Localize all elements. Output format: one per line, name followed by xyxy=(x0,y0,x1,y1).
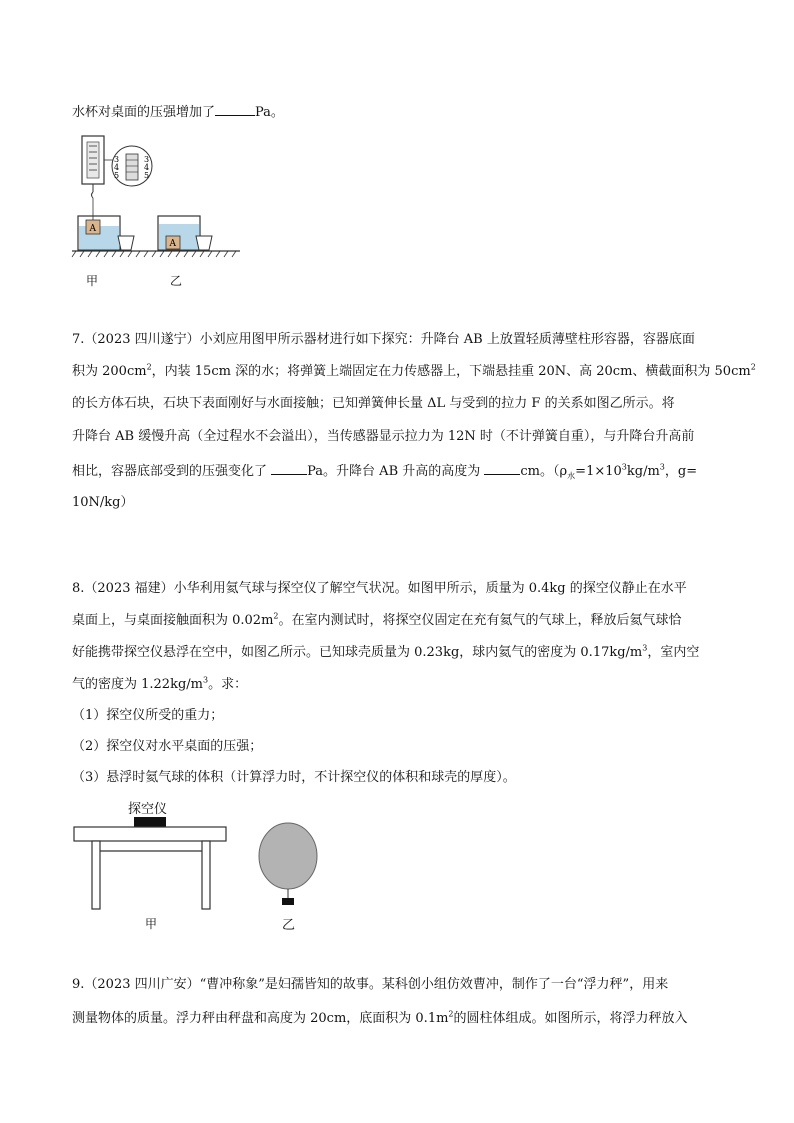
sounding-device xyxy=(282,898,294,905)
q6-figure xyxy=(70,132,250,262)
q8-balloon-figure xyxy=(255,820,325,910)
q6-unit: Pa。 xyxy=(255,105,284,120)
table-leg-left xyxy=(92,841,100,909)
block-a-label: A xyxy=(169,239,176,249)
q9-line-1: 9.（2023 四川广安）“曹冲称象”是妇孺皆知的故事。某科创小组仿效曹冲，制作了一台“浮力秤”，用来 xyxy=(72,977,669,992)
q6-text: 水杯对桌面的压强增加了 xyxy=(72,105,216,120)
helium-balloon xyxy=(259,823,317,889)
q8-subquestion-3: （3）悬浮时氦气球的体积（计算浮力时，不计探空仪的体积和球壳的厚度）。 xyxy=(72,770,516,785)
cup-jia xyxy=(118,236,134,250)
ground-hatching xyxy=(72,251,236,257)
q7-line-3: 的长方体石块，石块下表面刚好与水面接触；已知弹簧伸长量 ΔL 与受到的拉力 F 的关系如图乙所示。将 xyxy=(72,396,675,411)
figure-caption-jia: 甲 xyxy=(86,274,99,288)
block-a-label: A xyxy=(89,224,96,234)
q7-line-6: 10N/kg） xyxy=(72,495,134,510)
answer-blank[interactable] xyxy=(271,460,307,475)
table-top xyxy=(74,827,226,841)
tick-label: 5 xyxy=(114,171,120,180)
figure-caption-yi: 乙 xyxy=(282,918,296,933)
q7-line-5: 相比，容器底部受到的压强变化了 Pa。升降台 AB 升高的高度为 cm。（$\rho_水=1\times 10^3kg/m^3$，g= xyxy=(72,460,732,482)
q7-line-1: 7.（2023 四川遂宁）小刘应用图甲所示器材进行如下探究：升降台 AB 上放置轻质薄壁柱形容器，容器底面 xyxy=(72,332,695,347)
q8-subquestion-1: （1）探空仪所受的重力； xyxy=(72,708,224,723)
q8-line-4: 气的密度为 $1.22kg/m^3$。求： xyxy=(72,675,248,692)
answer-blank[interactable] xyxy=(215,101,255,116)
device-label: 探空仪 xyxy=(128,802,168,817)
tick-label: 4 xyxy=(144,163,150,172)
tick-label: 4 xyxy=(114,163,120,172)
cup-yi xyxy=(196,236,212,250)
q8-line-2: 桌面上，与桌面接触面积为 $0.02m^2$。在室内测试时，将探空仪固定在充有氦气的气球上，释放后氦气球恰 xyxy=(72,611,682,628)
spring-scale-window xyxy=(87,142,99,178)
q7-line-4: 升降台 AB 缓慢升高（全过程水不会溢出），当传感器显示拉力为 12N 时（不计弹簧自重），与升降台升高前 xyxy=(72,429,695,444)
figure-caption-yi: 乙 xyxy=(170,274,183,288)
tick-label: 3 xyxy=(144,155,150,164)
tick-label: 5 xyxy=(144,171,150,180)
q8-line-1: 8.（2023 福建）小华利用氦气球与探空仪了解空气状况。如图甲所示，质量为 0.4kg 的探空仪静止在水平 xyxy=(72,581,687,596)
sounding-device xyxy=(134,817,166,827)
table-leg-right xyxy=(202,841,210,909)
figure-caption-jia: 甲 xyxy=(145,917,158,931)
q9-line-2: 测量物体的质量。浮力秤由秤盘和高度为 20cm，底面积为 $0.1m^2$的圆柱体组成。如图所示，将浮力秤放入 xyxy=(72,1009,688,1026)
answer-blank[interactable] xyxy=(484,460,520,475)
q7-line-2: 积为 $200cm^2$，内装 15cm 深的水；将弹簧上端固定在力传感器上，下端悬挂重 20N、高 20cm、横截面积为 $50cm^2$ xyxy=(72,362,756,379)
q8-table-figure xyxy=(70,814,235,914)
q8-subquestion-2: （2）探空仪对水平桌面的压强； xyxy=(72,739,263,754)
tick-label: 3 xyxy=(114,155,120,164)
q6-answer-line xyxy=(72,101,732,123)
q8-line-3: 好能携带探空仪悬浮在空中，如图乙所示。已知球壳质量为 0.23kg，球内氦气的密度为 $0.17kg/m^3$，室内空 xyxy=(72,643,700,660)
